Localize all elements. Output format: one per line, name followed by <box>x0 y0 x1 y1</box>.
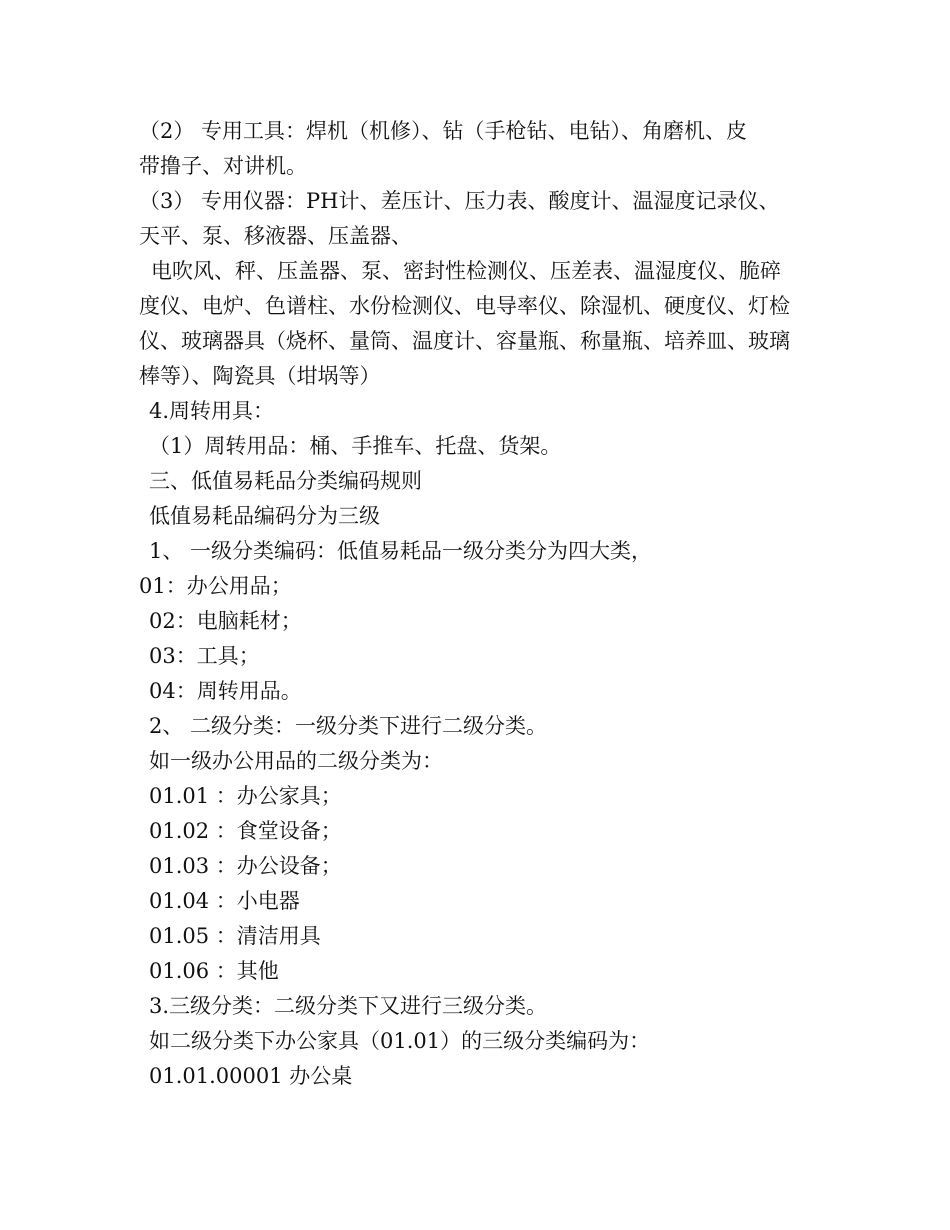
list-item-code-04: 04：周转用品。 <box>149 679 302 703</box>
list-item-code-01-05: 01.05 ：清洁用具 <box>149 924 321 948</box>
text-line-level-two: 2、 二级分类：一级分类下进行二级分类。 <box>149 714 548 738</box>
text-line-three-levels: 低值易耗品编码分为三级 <box>149 504 380 528</box>
list-item-code-01-04: 01.04 ：小电器 <box>149 889 300 913</box>
text-line-level-one: 1、 一级分类编码：低值易耗品一级分类分为四大类， <box>149 539 653 563</box>
section-heading-coding-rules: 三、低值易耗品分类编码规则 <box>149 469 422 493</box>
list-item-code-01-06: 01.06 ：其他 <box>149 959 279 983</box>
text-line-level-two-example: 如一级办公用品的二级分类为： <box>149 749 443 773</box>
text-line-special-instruments: （3） 专用仪器：PH计、差压计、压力表、酸度计、温湿度记录仪、 <box>139 189 780 213</box>
document-body <box>139 114 819 1094</box>
text-line-special-tools: （2） 专用工具：焊机（机修）、钻（手枪钻、电钻）、角磨机、皮 <box>139 119 748 143</box>
text-line-instrument-list-2: 度仪、电炉、色谱柱、水份检测仪、电导率仪、除湿机、硬度仪、灯检 <box>139 294 790 318</box>
list-item-code-01-02: 01.02 ：食堂设备； <box>149 819 342 843</box>
list-item-code-03: 03：工具； <box>149 644 260 668</box>
list-item-code-01-03: 01.03 ：办公设备； <box>149 854 342 878</box>
list-item-code-01-01-00001: 01.01.00001 办公桌 <box>149 1064 353 1088</box>
text-line-level-three: 3.三级分类：二级分类下又进行三级分类。 <box>149 994 548 1018</box>
section-heading-turnover-tools: 4.周转用具： <box>149 399 275 423</box>
text-line-level-three-example: 如二级分类下办公家具（01.01）的三级分类编码为： <box>149 1029 651 1053</box>
text-line-turnover-items: （1）周转用品：桶、手推车、托盘、货架。 <box>149 434 562 458</box>
list-item-code-01-01: 01.01 ：办公家具； <box>149 784 342 808</box>
text-line-instrument-list-1: 电吹风、秤、压盖器、泵、密封性检测仪、压差表、温湿度仪、脆碎 <box>151 259 781 283</box>
text-line-special-instruments-cont: 天平、泵、移液器、压盖器、 <box>139 224 412 248</box>
text-line-special-tools-cont: 带撸子、对讲机。 <box>139 154 307 178</box>
list-item-code-01: 01：办公用品； <box>139 574 292 598</box>
list-item-code-02: 02：电脑耗材； <box>149 609 302 633</box>
text-line-instrument-list-4: 棒等）、陶瓷具（坩埚等） <box>139 364 381 388</box>
text-line-instrument-list-3: 仪、玻璃器具（烧杯、量筒、温度计、容量瓶、称量瓶、培养皿、玻璃 <box>139 329 790 353</box>
